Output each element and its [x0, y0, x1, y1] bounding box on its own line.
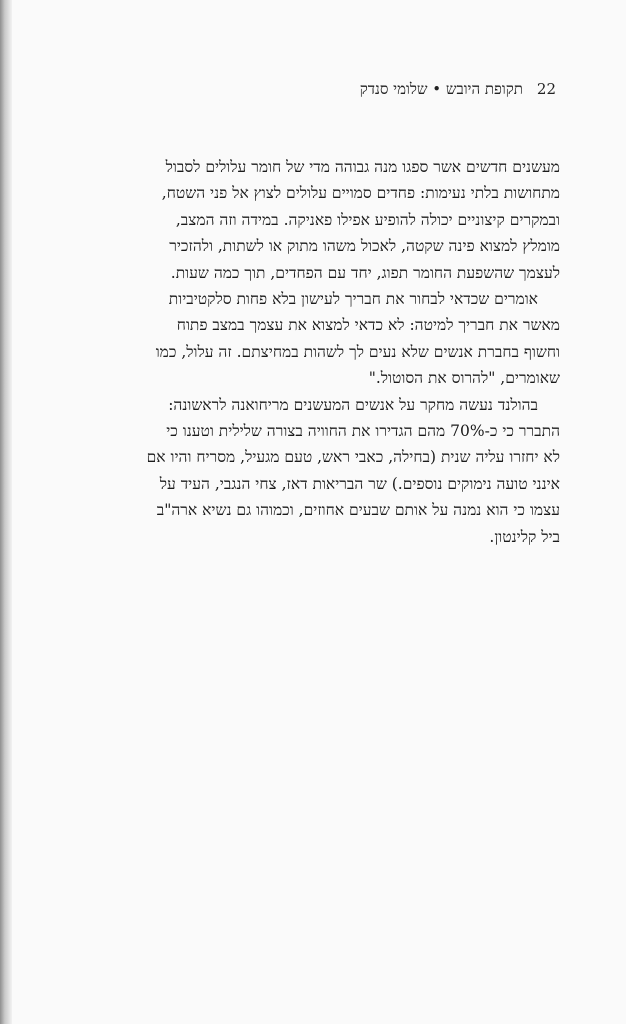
paragraph-2 — [50, 286, 560, 392]
text-line: אינני טועה נימוקים נוספים.) שר הבריאות דאז, צחי הנגבי, העיד על — [159, 474, 560, 493]
body-text — [50, 154, 560, 550]
page-number: 22 — [536, 80, 556, 98]
text-line: התברר כי כ-70% מהם הגדירו את החוויה בצורה שלילית וטענו כי — [166, 422, 560, 441]
running-header — [76, 80, 556, 99]
text-line: ביל קלינטון. — [489, 527, 560, 546]
text-line: בהולנד נעשה מחקר על אנשים המעשנים מריחואנה לראשונה: — [168, 395, 538, 414]
text-line: וחשוף בחברת אנשים שלא נעים לך לשהות במחיצתם. זה עלול, כמו — [155, 342, 560, 361]
text-line: לעצמך שהשפעת החומר תפוג, יחד עם הפחדים, תוך כמה שעות. — [170, 263, 560, 282]
text-line: מעשנים חדשים אשר ספגו מנה גבוהה מדי של חומר עלולים לסבול — [165, 158, 560, 176]
text-line: ובמקרים קיצוניים יכולה להופיע אפילו פאניקה. במידה וזה המצב, — [175, 210, 560, 229]
binding-shadow — [0, 0, 12, 1024]
running-title: תקופת היובש • שלומי סנדק — [359, 80, 523, 98]
text-line: מומלץ למצוא פינה שקטה, לאכול משהו מתוק או לשתות, ולהזכיר — [169, 237, 560, 256]
text-line: מתחושות בלתי נעימות: פחדים סמויים עלולים לצוץ אל פני השטח, — [161, 184, 560, 203]
text-line: לא יחזרו עליה שנית (בחילה, כאבי ראש, טעם מגעיל, מסריח והיו אם — [146, 448, 560, 467]
paragraph-3 — [50, 392, 560, 550]
paragraph-1 — [50, 154, 560, 286]
text-line: מאשר את חבריך למיטה: לא כדאי למצוא את עצמך במצב פתוח — [176, 316, 560, 335]
text-line: שאומרים, "להרוס את הסוטול." — [368, 369, 560, 388]
text-line: אומרים שכדאי לבחור את חבריך לעישון בלא פחות סלקטיביות — [168, 290, 538, 309]
text-line: עצמו כי הוא נמנה על אותם שבעים אחוזים, וכמוהו גם נשיא ארה"ב — [156, 501, 560, 520]
